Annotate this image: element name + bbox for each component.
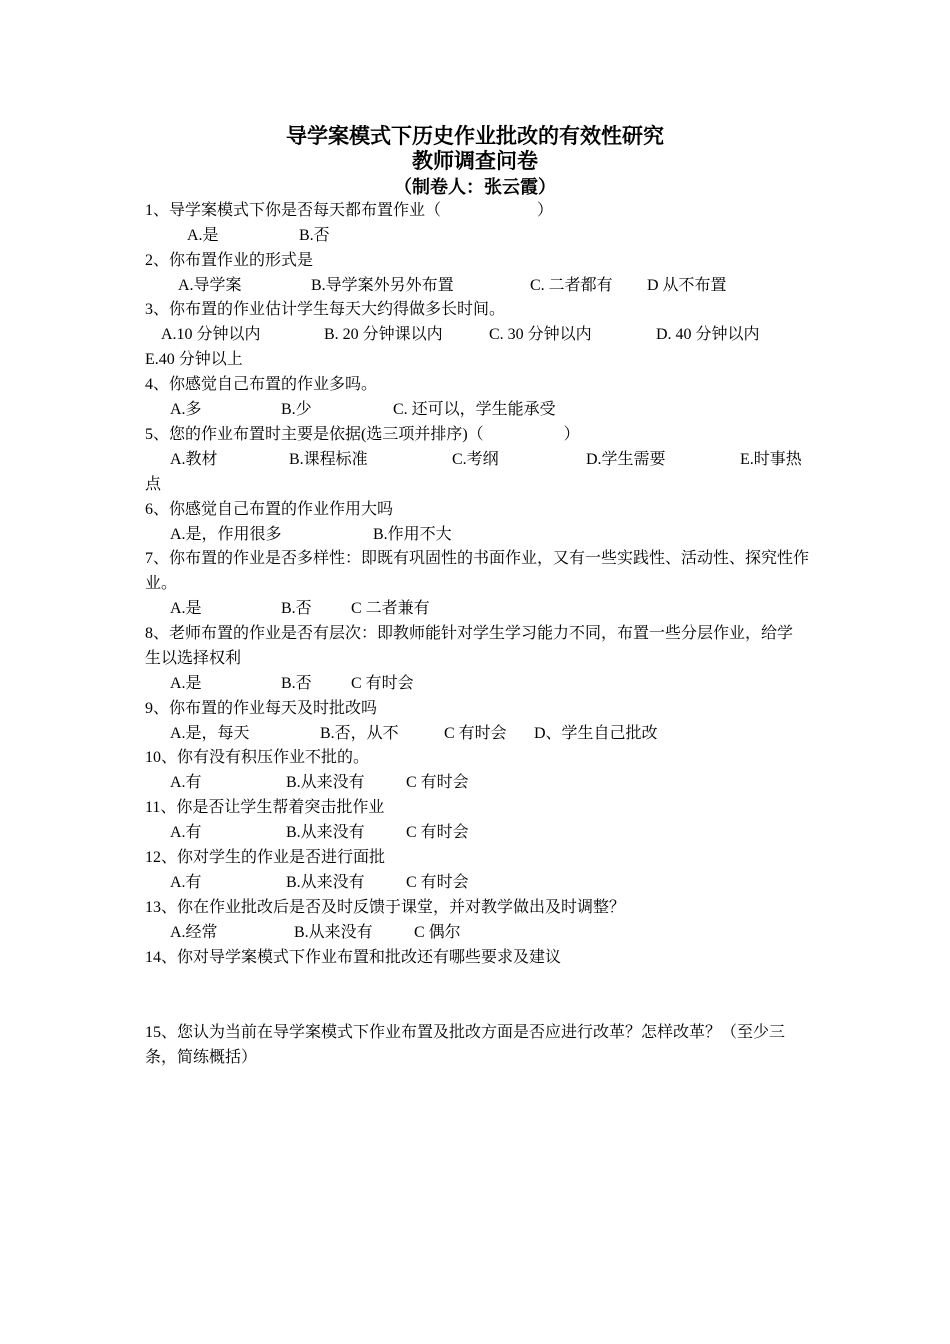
q11-option-c: C 有时会	[406, 824, 469, 841]
document-title: 导学案模式下历史作业批改的有效性研究	[286, 124, 664, 148]
q2-option-d: D 从不布置	[647, 277, 727, 294]
document-subtitle: 教师调查问卷	[412, 149, 538, 173]
question-6: 6、你感觉自己布置的作业作用大吗	[145, 501, 394, 518]
q7-option-a: A.是	[170, 600, 202, 617]
question-12: 12、你对学生的作业是否进行面批	[145, 849, 386, 866]
q8-option-a: A.是	[170, 675, 202, 692]
q12-option-a: A.有	[170, 874, 202, 891]
q7-option-b: B.否	[281, 600, 312, 617]
question-11: 11、你是否让学生帮着突击批作业	[145, 799, 385, 816]
q10-option-b: B.从来没有	[286, 774, 365, 791]
question-13: 13、你在作业批改后是否及时反馈于课堂，并对教学做出及时调整？	[145, 899, 626, 916]
q5-option-a: A.教材	[170, 451, 218, 468]
q3-option-c: C. 30 分钟以内	[489, 326, 592, 343]
q9-option-d: D、学生自己批改	[534, 725, 658, 742]
question-9: 9、你布置的作业每天及时批改吗	[145, 700, 378, 717]
q8-option-c: C 有时会	[351, 675, 414, 692]
question-1: 1、导学案模式下你是否每天都布置作业（ ）	[145, 202, 554, 219]
q10-option-a: A.有	[170, 774, 202, 791]
q4-option-b: B.少	[281, 401, 312, 418]
q9-option-c: C 有时会	[444, 725, 507, 742]
q9-option-a: A.是，每天	[170, 725, 250, 742]
q11-option-b: B.从来没有	[286, 824, 365, 841]
q2-option-a: A.导学案	[178, 277, 242, 294]
q5-option-e-wrap: 点	[145, 476, 162, 493]
question-5: 5、您的作业布置时主要是依据(选三项并排序)（ ）	[145, 426, 580, 443]
q3-option-a: A.10 分钟以内	[161, 326, 261, 343]
q3-option-e: E.40 分钟以上	[145, 351, 243, 368]
question-4: 4、你感觉自己布置的作业多吗。	[145, 376, 378, 393]
q13-option-c: C 偶尔	[414, 924, 461, 941]
q2-option-b: B.导学案外另外布置	[311, 277, 454, 294]
q6-option-a: A.是，作用很多	[170, 526, 282, 543]
q10-option-c: C 有时会	[406, 774, 469, 791]
question-7: 7、你布置的作业是否多样性：即既有巩固性的书面作业，又有一些实践性、活动性、探究性作	[145, 550, 810, 567]
question-2: 2、你布置作业的形式是	[145, 252, 314, 269]
q2-option-c: C. 二者都有	[530, 277, 613, 294]
document-author: （制卷人：张云霞）	[394, 177, 556, 197]
q4-option-c: C. 还可以，学生能承受	[393, 401, 556, 418]
question-3: 3、你布置的作业估计学生每天大约得做多长时间。	[145, 301, 506, 318]
question-10: 10、你有没有积压作业不批的。	[145, 749, 370, 766]
q5-option-c: C.考纲	[452, 451, 499, 468]
q3-option-b: B. 20 分钟课以内	[324, 326, 443, 343]
q1-option-b: B.否	[299, 227, 330, 244]
q11-option-a: A.有	[170, 824, 202, 841]
question-14: 14、你对导学案模式下作业布置和批改还有哪些要求及建议	[145, 949, 562, 966]
q6-option-b: B.作用不大	[373, 526, 452, 543]
q9-option-b: B.否，从不	[320, 725, 399, 742]
q7-option-c: C 二者兼有	[351, 600, 430, 617]
q12-option-b: B.从来没有	[286, 874, 365, 891]
q1-option-a: A.是	[187, 227, 219, 244]
q5-option-e: E.时事热	[740, 451, 802, 468]
q12-option-c: C 有时会	[406, 874, 469, 891]
question-7-wrap: 业。	[145, 575, 178, 592]
question-15-wrap: 条，简练概括）	[145, 1049, 258, 1066]
q4-option-a: A.多	[170, 401, 202, 418]
q13-option-a: A.经常	[170, 924, 218, 941]
q8-option-b: B.否	[281, 675, 312, 692]
q5-option-d: D.学生需要	[586, 451, 666, 468]
q13-option-b: B.从来没有	[294, 924, 373, 941]
question-8: 8、老师布置的作业是否有层次：即教师能针对学生学习能力不同，布置一些分层作业，给学	[145, 625, 794, 642]
question-8-wrap: 生以选择权利	[145, 650, 242, 667]
q5-option-b: B.课程标准	[289, 451, 368, 468]
q3-option-d: D. 40 分钟以内	[656, 326, 760, 343]
question-15: 15、您认为当前在导学案模式下作业布置及批改方面是否应进行改革？怎样改革？（至少三	[145, 1024, 786, 1041]
